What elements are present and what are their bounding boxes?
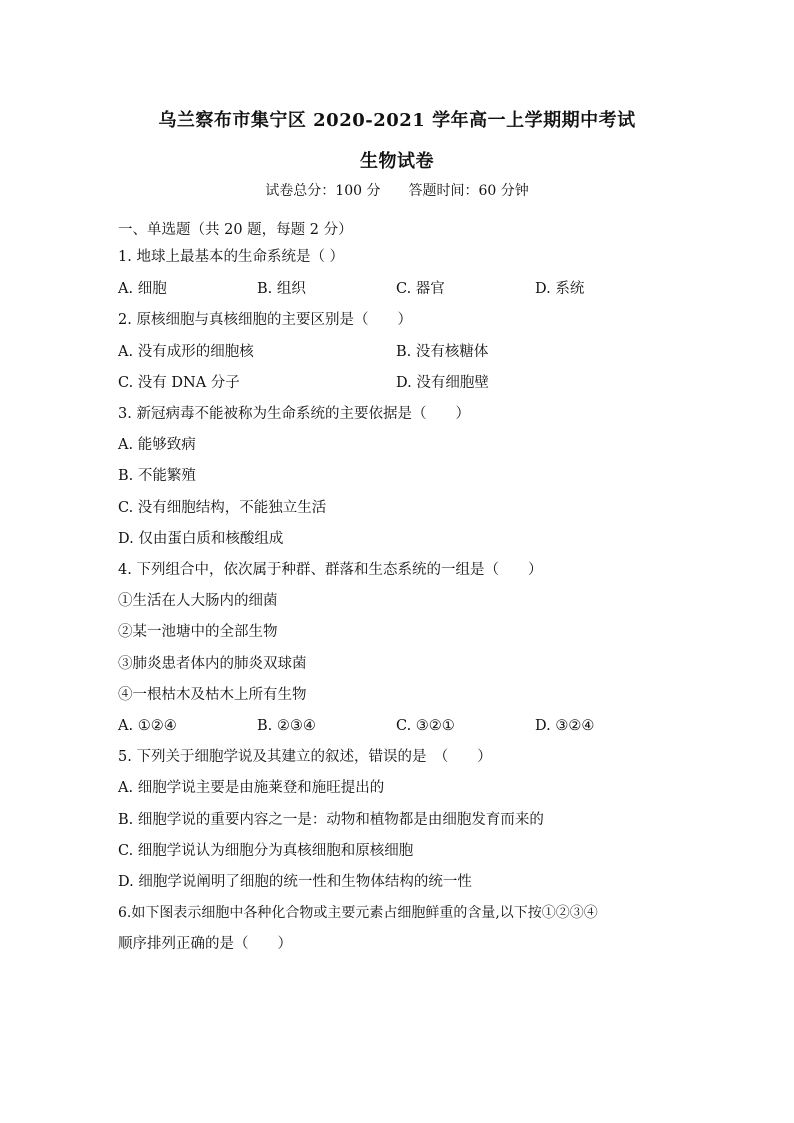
question-2-option-c: C. 没有 DNA 分子 — [118, 375, 240, 391]
question-4-item-2: ②某一池塘中的全部生物 — [118, 624, 278, 640]
question-1-option-a: A. 细胞 — [118, 281, 167, 297]
exam-title: 乌兰察布市集宁区 2020-2021 学年高一上学期期中考试 — [158, 110, 636, 131]
question-3-option-d: D. 仅由蛋白质和核酸组成 — [118, 531, 284, 547]
question-4-item-4: ④一根枯木及枯木上所有生物 — [118, 687, 307, 703]
question-4-option-d: D. ③②④ — [535, 718, 595, 734]
question-5-option-a: A. 细胞学说主要是由施莱登和施旺提出的 — [118, 780, 385, 796]
exam-info — [0, 180, 794, 200]
question-4-option-b: B. ②③④ — [257, 718, 316, 734]
question-2-option-b: B. 没有核糖体 — [396, 344, 489, 360]
question-4-option-c: C. ③②① — [396, 718, 455, 734]
question-4-item-1: ①生活在人大肠内的细菌 — [118, 593, 278, 609]
question-1-stem: 1. 地球上最基本的生命系统是（ ） — [118, 249, 345, 265]
question-3-option-b: B. 不能繁殖 — [118, 468, 196, 484]
question-3-option-a: A. 能够致病 — [118, 437, 196, 453]
question-6-stem-line-2: 顺序排列正确的是（ ） — [118, 936, 292, 952]
question-5-option-d: D. 细胞学说阐明了细胞的统一性和生物体结构的统一性 — [118, 874, 472, 890]
question-1-option-c: C. 器官 — [396, 281, 445, 297]
exam-subtitle: 生物试卷 — [360, 151, 434, 172]
question-6-stem-line-1: 6.如下图表示细胞中各种化合物或主要元素占细胞鲜重的含量,以下按①②③④ — [118, 905, 598, 921]
question-1-option-d: D. 系统 — [535, 281, 585, 297]
total-score: 试卷总分：100 分 — [265, 183, 381, 199]
question-3-option-c: C. 没有细胞结构，不能独立生活 — [118, 500, 327, 516]
question-1-option-b: B. 组织 — [257, 281, 306, 297]
question-4-stem: 4. 下列组合中，依次属于种群、群落和生态系统的一组是（ ） — [118, 562, 543, 578]
question-5-option-c: C. 细胞学说认为细胞分为真核细胞和原核细胞 — [118, 843, 414, 859]
question-5-stem: 5. 下列关于细胞学说及其建立的叙述，错误的是 （ ） — [118, 749, 492, 765]
exam-time: 答题时间：60 分钟 — [408, 183, 529, 199]
section-heading: 一、单选题（共 20 题，每题 2 分） — [118, 222, 353, 238]
question-5-option-b: B. 细胞学说的重要内容之一是：动物和植物都是由细胞发育而来的 — [118, 812, 544, 828]
question-2-stem: 2. 原核细胞与真核细胞的主要区别是（ ） — [118, 312, 412, 328]
question-4-option-a: A. ①②④ — [118, 718, 177, 734]
question-3-stem: 3. 新冠病毒不能被称为生命系统的主要依据是（ ） — [118, 406, 470, 422]
question-2-option-a: A. 没有成形的细胞核 — [118, 344, 254, 360]
question-4-item-3: ③肺炎患者体内的肺炎双球菌 — [118, 656, 307, 672]
question-2-option-d: D. 没有细胞壁 — [396, 375, 489, 391]
